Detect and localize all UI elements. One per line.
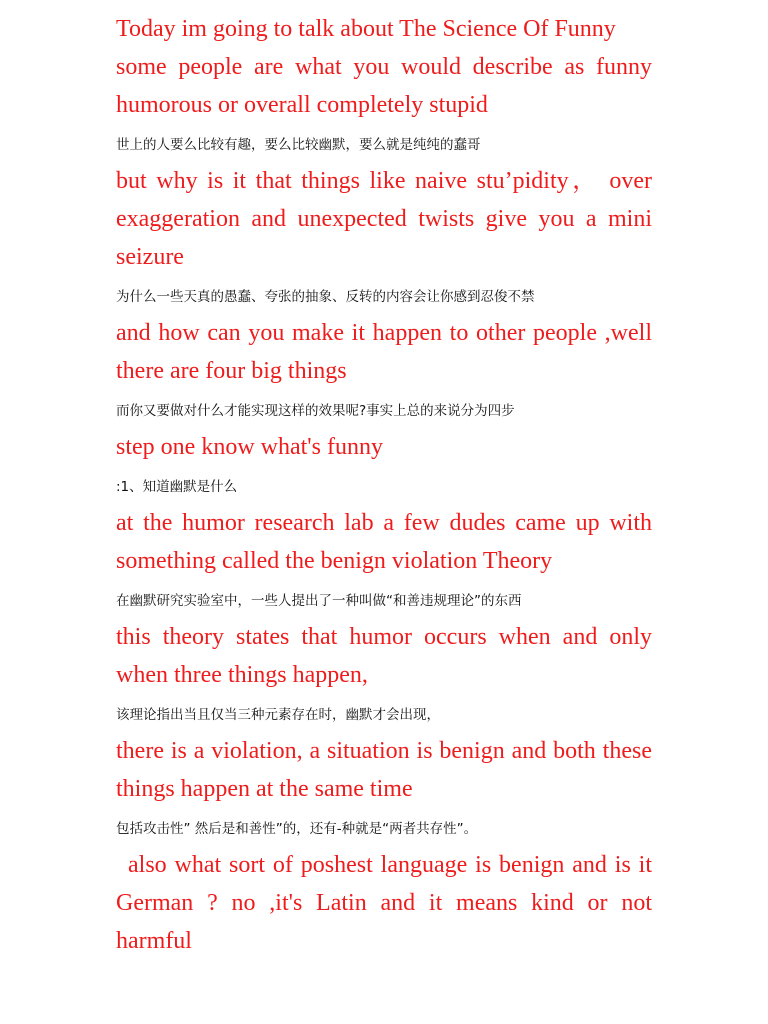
paragraph-zh: 包括攻击性” 然后是和善性”的，还有-种就是“两者共存性”。 — [116, 821, 478, 837]
paragraph-en: also what sort of poshest language is benign and is it German ? no ,it's Latin and it means kind or not harmful — [116, 852, 652, 954]
paragraph-title: Today im going to talk about The Science Of Funny — [116, 16, 616, 42]
paragraph-en: there is a violation, a situation is benign and both these things happen at the same time — [116, 738, 652, 802]
paragraph-step-heading: step one know what's funny — [116, 434, 383, 460]
paragraph-en: at the humor research lab a few dudes came up with something called the benign violation Theory — [116, 510, 652, 574]
paragraph-en: this theory states that humor occurs when and only when three things happen, — [116, 624, 652, 688]
paragraph-zh: :1、知道幽默是什么 — [116, 479, 238, 495]
paragraph-zh: 为什么一些天真的愚蠢、夸张的抽象、反转的内容会让你感到忍俊不禁 — [116, 289, 535, 305]
paragraph-en: some people are what you would describe as funny humorous or overall completely stupid — [116, 54, 652, 118]
paragraph-en: but why is it that things like naive stu’pidity， over exaggeration and unexpected twists give you a mini seizure — [116, 168, 652, 270]
paragraph-zh: 而你又要做对什么才能实现这样的效果呢?事实上总的来说分为四步 — [116, 403, 515, 419]
paragraph-zh: 世上的人要么比较有趣，要么比较幽默，要么就是纯纯的蠢哥 — [116, 137, 481, 153]
paragraph-zh: 在幽默研究实验室中，一些人提出了一种叫做“和善违规理论”的东西 — [116, 593, 522, 609]
paragraph-en: and how can you make it happen to other people ,well there are four big things — [116, 320, 652, 384]
paragraph-zh: 该理论指出当且仅当三种元素存在时，幽默才会出现， — [116, 707, 440, 723]
